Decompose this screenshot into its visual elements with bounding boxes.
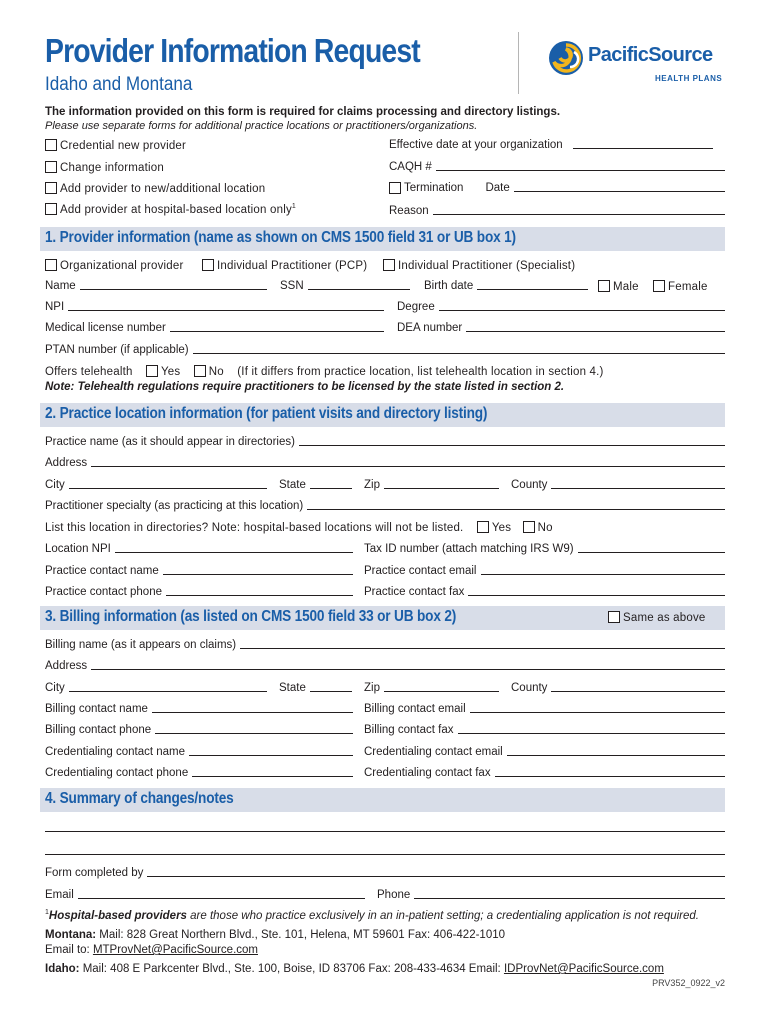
org-provider-checkbox[interactable] [45, 259, 57, 271]
credentialing-contact-name-line[interactable] [189, 755, 353, 756]
credentialing-contact-phone-field[interactable]: Credentialing contact phone [45, 767, 353, 779]
billing-state-line[interactable] [310, 691, 352, 692]
practice-county-field[interactable]: County [511, 479, 725, 491]
termination-checkbox[interactable] [389, 182, 401, 194]
logo-tagline: HEALTH PLANS [655, 74, 723, 83]
practice-address-field[interactable]: Address [45, 457, 725, 469]
pcp-checkbox[interactable] [202, 259, 214, 271]
dea-field[interactable]: DEA number [397, 322, 725, 334]
billing-address-line[interactable] [91, 669, 725, 670]
location-npi-line[interactable] [115, 552, 353, 553]
practice-zip-field[interactable]: Zip [364, 479, 499, 491]
specialty-field[interactable]: Practitioner specialty (as practicing at this location) [45, 500, 725, 512]
add-location-option[interactable]: Add provider to new/additional location [45, 182, 265, 195]
reason-field[interactable]: Reason [389, 205, 725, 217]
credentialing-contact-email-field[interactable]: Credentialing contact email [364, 746, 725, 758]
add-location-checkbox[interactable] [45, 182, 57, 194]
degree-line[interactable] [439, 310, 725, 311]
credential-option[interactable]: Credential new provider [45, 139, 186, 152]
credentialing-contact-name-field[interactable]: Credentialing contact name [45, 746, 353, 758]
practice-county-line[interactable] [551, 488, 725, 489]
practice-contact-name-field[interactable]: Practice contact name [45, 565, 353, 577]
practice-address-line[interactable] [91, 466, 725, 467]
tax-id-line[interactable] [578, 552, 725, 553]
montana-email-link[interactable]: MTProvNet@PacificSource.com [92, 944, 258, 956]
email-field[interactable]: Email [45, 889, 365, 901]
reason-line[interactable] [433, 214, 725, 215]
practice-contact-email-field[interactable]: Practice contact email [364, 565, 725, 577]
org-provider-option[interactable]: Organizational provider [45, 259, 184, 272]
billing-zip-field[interactable]: Zip [364, 682, 499, 694]
credential-checkbox[interactable] [45, 139, 57, 151]
specialist-checkbox[interactable] [383, 259, 395, 271]
credentialing-contact-fax-field[interactable]: Credentialing contact fax [364, 767, 725, 779]
practice-contact-phone-line[interactable] [166, 595, 353, 596]
change-option[interactable]: Change information [45, 161, 164, 174]
email-line[interactable] [78, 898, 365, 899]
telehealth-row: Offers telehealth Yes No (If it differs from practice location, list telehealth location in section 4.) [45, 366, 604, 378]
directory-listing-row: List this location in directories? Note: hospital-based locations will not be listed. Yes No [45, 522, 553, 534]
idaho-contact: Idaho: Mail: 408 E Parkcenter Blvd., Ste. 100, Boise, ID 83706 Fax: 208-433-4634 Email: IDProvNet@PacificSource.com [45, 963, 664, 975]
billing-contact-phone-line[interactable] [155, 733, 353, 734]
termination-date-line[interactable] [514, 191, 725, 192]
credentialing-contact-email-line[interactable] [507, 755, 725, 756]
ssn-line[interactable] [308, 289, 410, 290]
montana-contact: Montana: Mail: 828 Great Northern Blvd., Ste. 101, Helena, MT 59601 Fax: 406-422-1010 [45, 929, 506, 941]
billing-state-field[interactable]: State [279, 682, 352, 694]
billing-contact-fax-line[interactable] [458, 733, 726, 734]
billing-name-field[interactable]: Billing name (as it appears on claims) [45, 639, 725, 651]
practice-name-line[interactable] [299, 445, 725, 446]
billing-county-line[interactable] [551, 691, 725, 692]
billing-contact-email-line[interactable] [470, 712, 725, 713]
birth-date-line[interactable] [477, 289, 588, 290]
notes-line-1[interactable] [45, 831, 725, 832]
caqh-line[interactable] [436, 170, 725, 171]
npi-line[interactable] [68, 310, 384, 311]
form-subtitle: Idaho and Montana [45, 74, 193, 95]
billing-contact-name-field[interactable]: Billing contact name [45, 703, 353, 715]
specialist-option[interactable]: Individual Practitioner (Specialist) [383, 259, 575, 272]
credentialing-contact-phone-line[interactable] [192, 776, 353, 777]
directory-no-option[interactable]: No [523, 522, 553, 534]
license-line[interactable] [170, 331, 384, 332]
billing-name-line[interactable] [240, 648, 725, 649]
header-divider [518, 32, 519, 94]
npi-field[interactable]: NPI [45, 301, 384, 313]
section-3-header: 3. Billing information (as listed on CMS 1500 field 33 or UB box 2) Same as above [40, 606, 725, 630]
directory-yes-checkbox[interactable] [477, 521, 489, 533]
completed-by-line[interactable] [147, 876, 725, 877]
ptan-field[interactable]: PTAN number (if applicable) [45, 344, 725, 356]
specialty-line[interactable] [307, 509, 725, 510]
dea-line[interactable] [466, 331, 725, 332]
change-checkbox[interactable] [45, 161, 57, 173]
phone-line[interactable] [414, 898, 725, 899]
intro-text: The information provided on this form is required for claims processing and directory listings. [45, 106, 561, 118]
idaho-email-link[interactable]: IDProvNet@PacificSource.com [503, 963, 664, 975]
practice-state-line[interactable] [310, 488, 352, 489]
practice-state-field[interactable]: State [279, 479, 352, 491]
telehealth-no-option[interactable]: No [194, 366, 224, 378]
birth-date-field[interactable]: Birth date [424, 280, 588, 292]
directory-no-checkbox[interactable] [523, 521, 535, 533]
billing-contact-email-field[interactable]: Billing contact email [364, 703, 725, 715]
effective-date-field[interactable]: Effective date at your organization [389, 139, 725, 151]
telehealth-no-checkbox[interactable] [194, 365, 206, 377]
telehealth-yes-checkbox[interactable] [146, 365, 158, 377]
billing-city-field[interactable]: City [45, 682, 267, 694]
male-checkbox[interactable] [598, 280, 610, 292]
add-hospital-option[interactable]: Add provider at hospital-based location only$^1$ [45, 203, 296, 216]
credentialing-contact-fax-line[interactable] [495, 776, 725, 777]
practice-zip-line[interactable] [384, 488, 499, 489]
effective-date-line[interactable] [573, 148, 713, 149]
section-1-header: 1. Provider information (name as shown on CMS 1500 field 31 or UB box 1) [40, 227, 725, 251]
same-as-above-option[interactable]: Same as above [608, 611, 706, 624]
phone-field[interactable]: Phone [377, 889, 725, 901]
hospital-footnote: $^1$Hospital-based providers are those who practice exclusively in an in-patient setting; a credentialing application is not required. [45, 909, 699, 922]
billing-contact-name-line[interactable] [152, 712, 353, 713]
section-4-header: 4. Summary of changes/notes [40, 788, 725, 812]
location-npi-field[interactable]: Location NPI [45, 543, 353, 555]
name-field[interactable]: Name [45, 280, 267, 292]
ssn-field[interactable]: SSN [280, 280, 410, 292]
section-2-header: 2. Practice location information (for patient visits and directory listing) [40, 403, 725, 427]
montana-email-line: Email to: MTProvNet@PacificSource.com [45, 944, 258, 956]
practice-contact-phone-field[interactable]: Practice contact phone [45, 586, 353, 598]
tax-id-field[interactable]: Tax ID number (attach matching IRS W9) [364, 543, 725, 555]
practice-contact-fax-field[interactable]: Practice contact fax [364, 586, 725, 598]
male-option[interactable]: Male [598, 280, 639, 293]
notes-line-2[interactable] [45, 854, 725, 855]
pcp-option[interactable]: Individual Practitioner (PCP) [202, 259, 367, 272]
billing-zip-line[interactable] [384, 691, 499, 692]
billing-county-field[interactable]: County [511, 682, 725, 694]
form-version: PRV352_0922_v2 [652, 978, 725, 988]
completed-by-field[interactable]: Form completed by [45, 867, 725, 879]
logo-name: PacificSource [588, 44, 713, 66]
billing-contact-fax-field[interactable]: Billing contact fax [364, 724, 725, 736]
female-checkbox[interactable] [653, 280, 665, 292]
practice-name-field[interactable]: Practice name (as it should appear in directories) [45, 436, 725, 448]
termination-field[interactable]: Termination Date [389, 182, 725, 194]
ptan-line[interactable] [193, 353, 725, 354]
billing-city-line[interactable] [69, 691, 267, 692]
directory-yes-option[interactable]: Yes [477, 522, 511, 534]
telehealth-yes-option[interactable]: Yes [146, 366, 180, 378]
practice-city-field[interactable]: City [45, 479, 267, 491]
add-hospital-checkbox[interactable] [45, 203, 57, 215]
billing-address-field[interactable]: Address [45, 660, 725, 672]
female-option[interactable]: Female [653, 280, 708, 293]
practice-contact-fax-line[interactable] [468, 595, 725, 596]
telehealth-note: Note: Telehealth regulations require practitioners to be licensed by the state listed in section 2. [45, 381, 565, 393]
degree-field[interactable]: Degree [397, 301, 725, 313]
caqh-field[interactable]: CAQH # [389, 161, 725, 173]
billing-contact-phone-field[interactable]: Billing contact phone [45, 724, 353, 736]
same-as-above-checkbox[interactable] [608, 611, 620, 623]
intro-note: Please use separate forms for additional practice locations or practitioners/organizations. [45, 120, 478, 132]
pacificsource-swirl-icon [548, 40, 584, 76]
license-field[interactable]: Medical license number [45, 322, 384, 334]
practice-city-line[interactable] [69, 488, 267, 489]
pacificsource-logo [548, 40, 728, 90]
practice-contact-name-line[interactable] [163, 574, 353, 575]
name-line[interactable] [80, 289, 267, 290]
practice-contact-email-line[interactable] [481, 574, 726, 575]
form-title: Provider Information Request [45, 32, 420, 69]
